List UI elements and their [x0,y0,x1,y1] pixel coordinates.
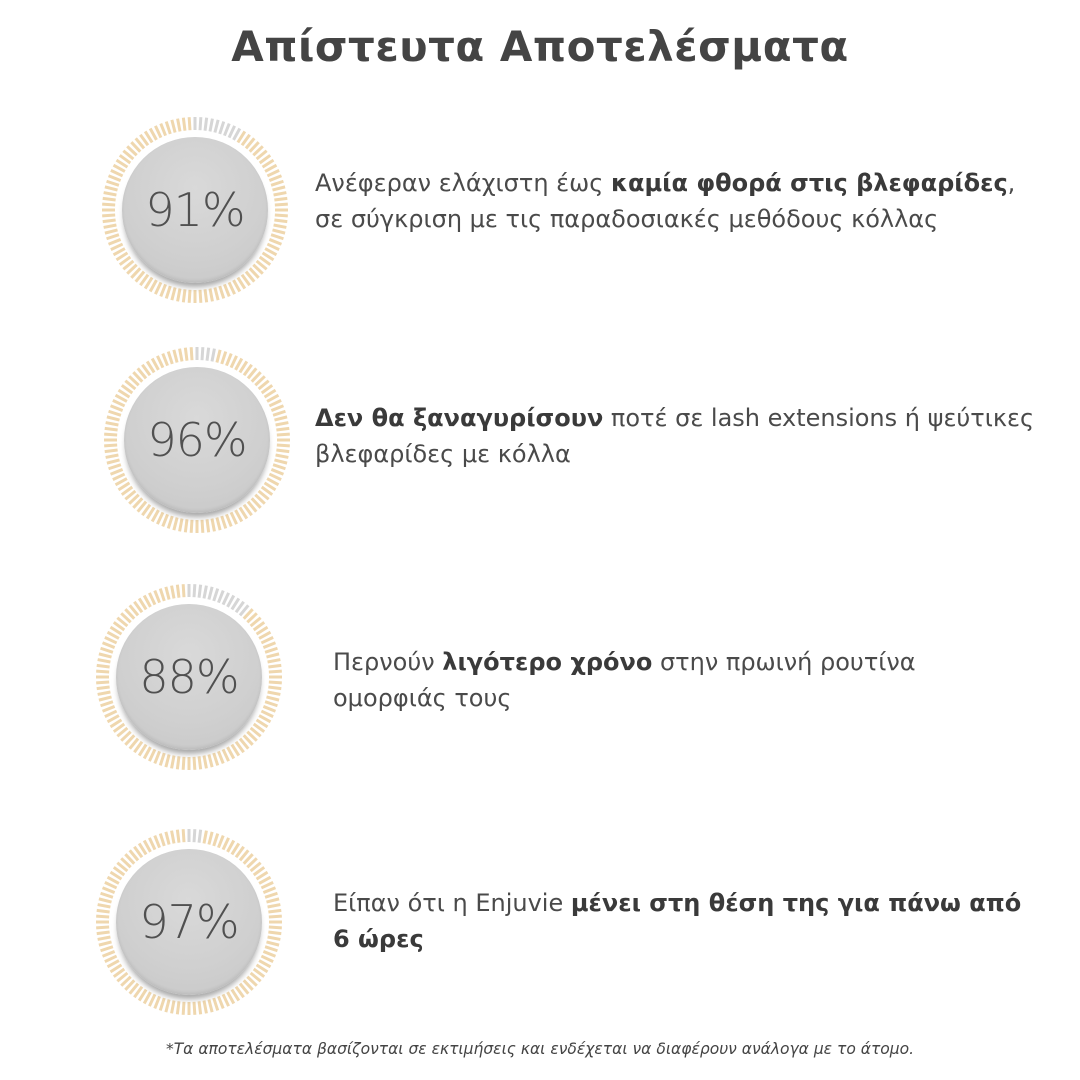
description-text: ομορφιάς τους [333,684,512,712]
description-text: σε σύγκριση με τις παραδοσιακές μεθόδους κόλλας [315,205,939,233]
description-text: βλεφαρίδες με κόλλα [315,440,571,468]
stat-block-1 [0,115,1080,305]
stat-description [333,885,1021,957]
footnote: *Τα αποτελέσματα βασίζονται σε εκτιμήσεις και ενδέχεται να διαφέρουν ανάλογα με το άτομο. [165,1040,915,1058]
highlight-text: λιγότερο χρόνο [442,648,653,676]
description-text: ποτέ σε lash extensions ή ψεύτικες [603,404,1035,432]
percentage-value: 97% [139,895,239,949]
percentage-gauge [94,827,284,1017]
stat-block-4 [0,827,1080,1017]
percentage-value: 88% [139,650,239,704]
description-text: , [1007,169,1016,197]
page-title: Απίστευτα Αποτελέσματα [231,22,849,71]
highlight-text: μένει στη θέση της για πάνω από [570,889,1022,917]
stat-description [315,400,1034,472]
highlight-text: Δεν θα ξαναγυρίσουν [315,404,604,432]
stat-description [315,165,1015,237]
stat-block-2 [0,345,1080,535]
percentage-gauge [94,582,284,772]
percentage-value: 96% [147,413,247,467]
description-text: Ανέφεραν ελάχιστη έως [315,169,611,197]
stat-description [333,644,916,716]
description-text: Είπαν ότι η Enjuvie [333,889,571,917]
percentage-gauge [102,345,292,535]
percentage-gauge [100,115,290,305]
description-text: στην πρωινή ρουτίνα [652,648,916,676]
description-text: Περνούν [333,648,443,676]
highlight-text: 6 ώρες [333,925,424,953]
stat-block-3 [0,582,1080,772]
percentage-value: 91% [145,183,245,237]
highlight-text: καμία φθορά στις βλεφαρίδες [610,169,1008,197]
